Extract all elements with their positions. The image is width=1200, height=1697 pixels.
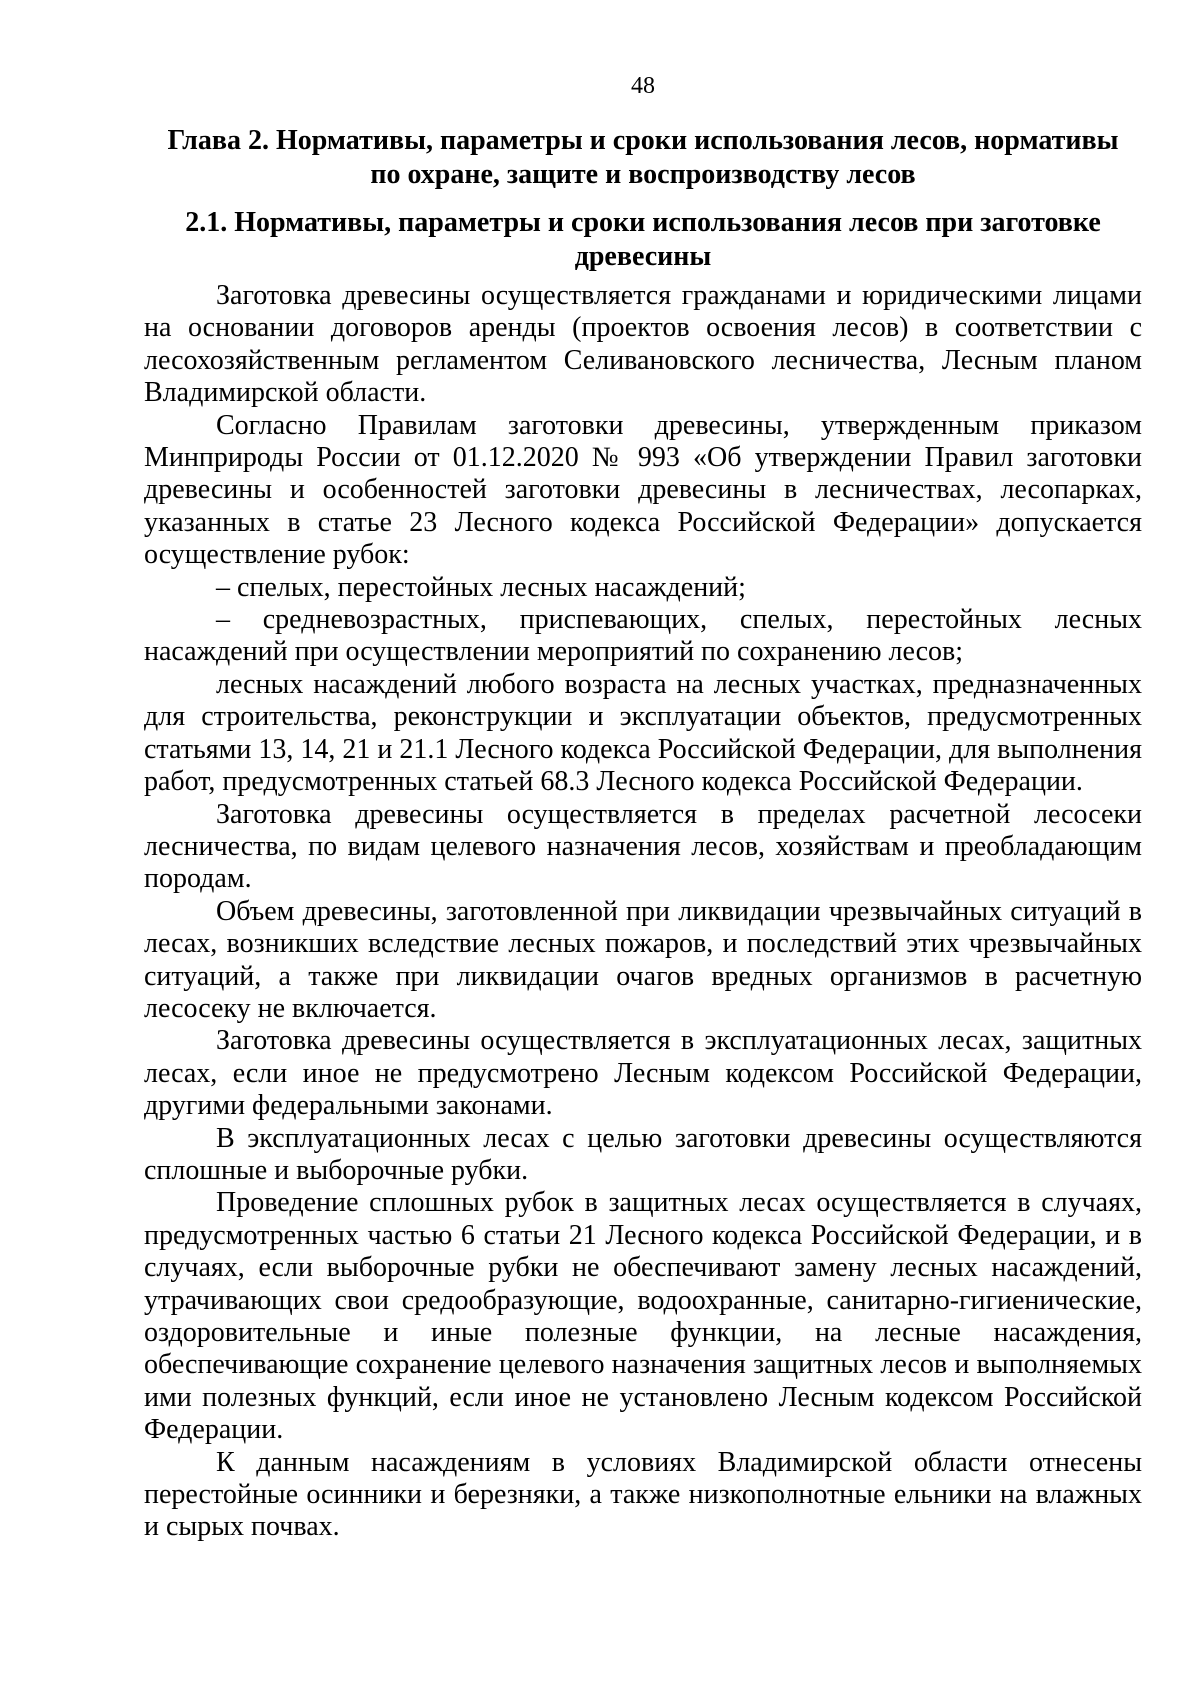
chapter-title (144, 124, 1142, 192)
paragraph-harvesting-rules: Согласно Правилам заготовки древесины, утвержденным приказом Минприроды России от 01.12.2020 № 993 «Об утверждении Правил заготовки древесины и особенностей заготовки древесины в лесничествах, лесопарках, указанных в статье 23 Лесного кодекса Российской Федерации» допускается осуществление рубок: (144, 409, 1142, 571)
paragraph-harvesting-basis: Заготовка древесины осуществляется гражданами и юридическими лицами на основании договоров аренды (проектов освоения лесов) в соответствии с лесохозяйственным регламентом Селивановского лесничества, Лесным планом Владимирской области. (144, 280, 1142, 409)
list-item-middle-aged-stands: – средневозрастных, приспевающих, спелых, перестойных лесных насаждений при осуществлении мероприятий по сохранению лесов; (144, 604, 1142, 668)
section-title-line-2: древесины (574, 241, 712, 272)
chapter-title-line-1: Глава 2. Нормативы, параметры и сроки использования лесов, нормативы (167, 125, 1119, 156)
paragraph-forest-types: Заготовка древесины осуществляется в эксплуатационных лесах, защитных лесах, если иное не предусмотрено Лесным кодексом Российской Федерации, другими федеральными законами. (144, 1025, 1142, 1122)
paragraph-vladimir-stands: К данным насаждениям в условиях Владимирской области отнесены перестойные осинники и березняки, а также низкополнотные ельники на влажных и сырых почвах. (144, 1446, 1142, 1543)
list-item-mature-stands: – спелых, перестойных лесных насаждений; (216, 571, 746, 603)
paragraph-clear-cuts: Проведение сплошных рубок в защитных лесах осуществляется в случаях, предусмотренных частью 6 статьи 21 Лесного кодекса Российской Федерации, и в случаях, если выборочные рубки не обеспечивают замену лесных насаждений, утрачивающих свои средообразующие, водоохранные, санитарно-гигиенические, оздоровительные и иные полезные функции, на лесные насаждения, обеспечивающие сохранение целевого назначения защитных лесов и выполняемых ими полезных функций, если иное не установлено Лесным кодексом Российской Федерации. (144, 1187, 1142, 1446)
paragraph-exploitation-forests: В эксплуатационных лесах с целью заготовки древесины осуществляются сплошные и выборочные рубки. (144, 1122, 1142, 1186)
page-number: 48 (631, 73, 655, 99)
chapter-title-line-2: по охране, защите и воспроизводству лесов (370, 159, 916, 190)
paragraph-any-age-stands: лесных насаждений любого возраста на лесных участках, предназначенных для строительства, реконструкции и эксплуатации объектов, предусмотренных статьями 13, 14, 21 и 21.1 Лесного кодекса Российской Федерации, для выполнения работ, предусмотренных статьей 68.3 Лесного кодекса Российской Федерации. (144, 668, 1142, 798)
paragraph-emergency-volume: Объем древесины, заготовленной при ликвидации чрезвычайных ситуаций в лесах, возникших вследствие лесных пожаров, и последствий этих чрезвычайных ситуаций, а также при ликвидации очагов вредных организмов в расчетную лесосеку не включается. (144, 895, 1142, 1024)
paragraph-allowable-cut: Заготовка древесины осуществляется в пределах расчетной лесосеки лесничества, по видам целевого назначения лесов, хозяйствам и преобладающим породам. (144, 798, 1142, 895)
section-title-line-1: 2.1. Нормативы, параметры и сроки использования лесов при заготовке (185, 207, 1101, 238)
section-title (144, 206, 1142, 274)
document-page (144, 70, 1142, 1544)
body-text (144, 280, 1142, 1544)
